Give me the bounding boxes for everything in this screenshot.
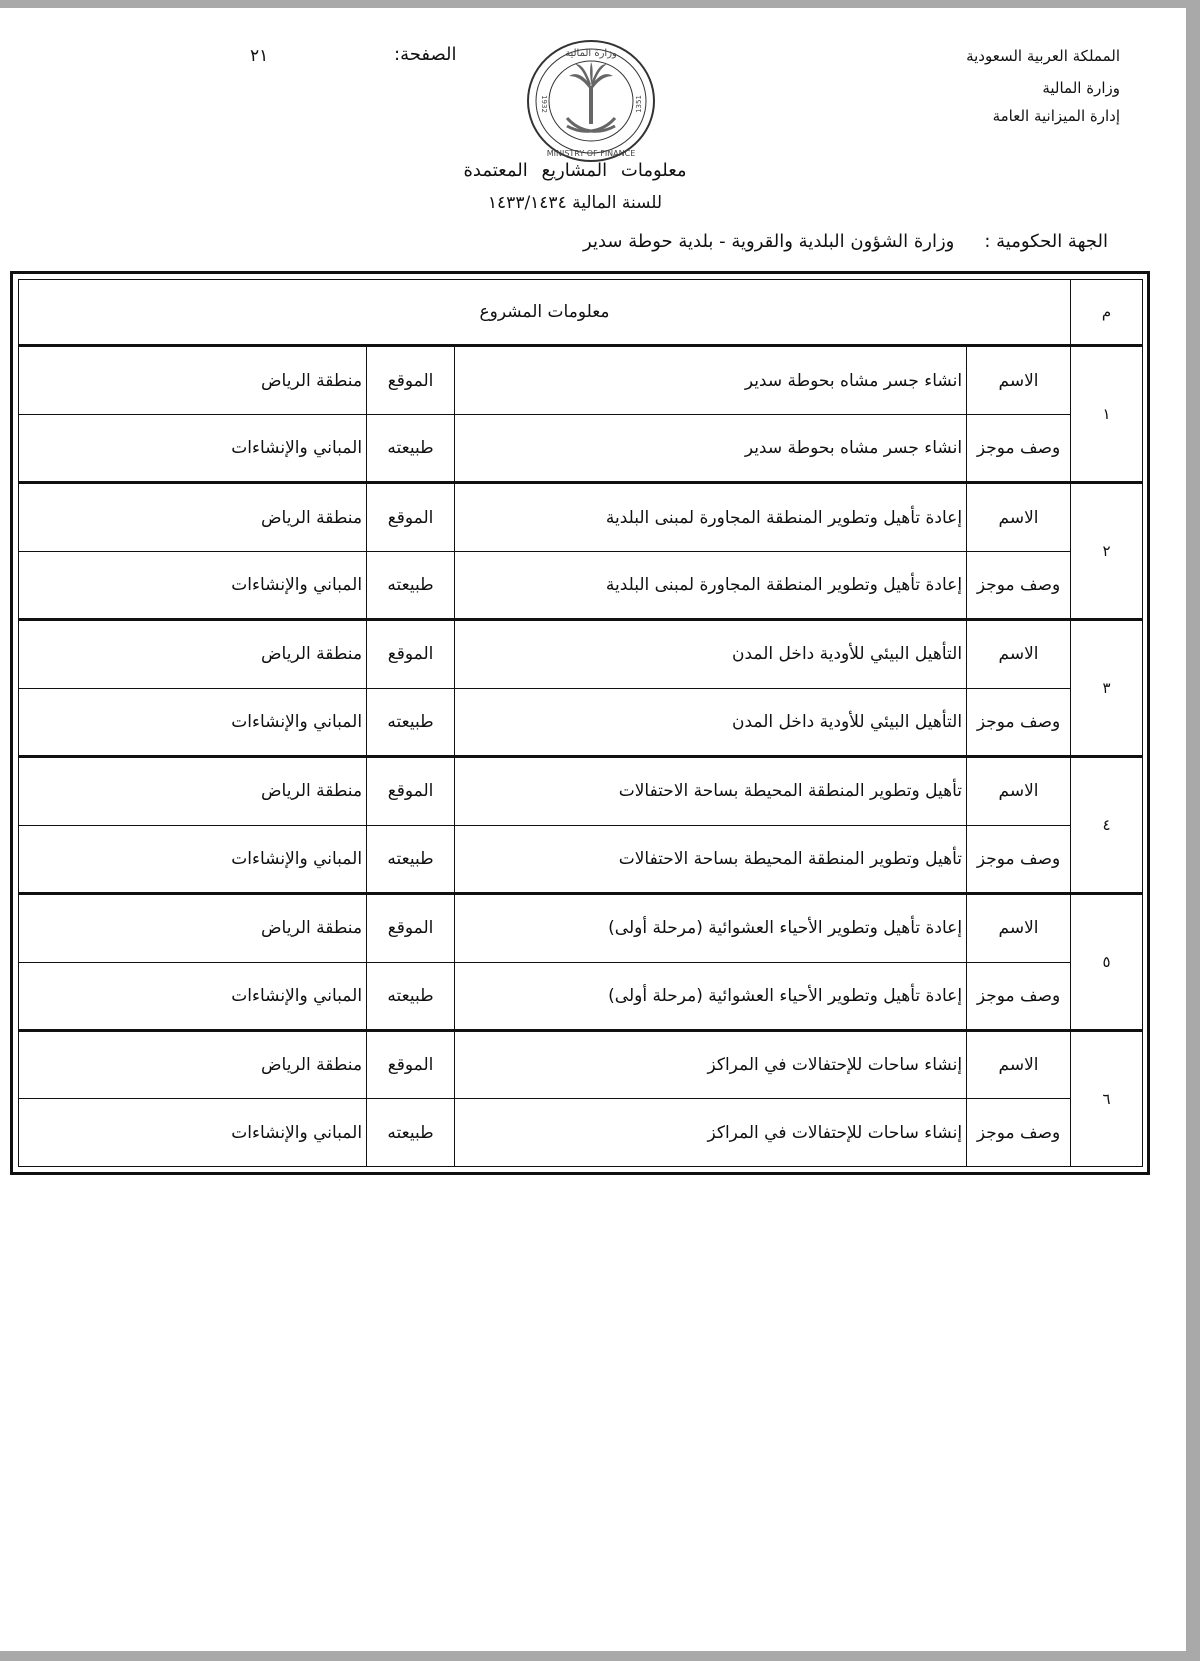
project-nature: المباني والإنشاءات	[19, 962, 367, 1030]
seal-english-text: MINISTRY OF FINANCE	[546, 149, 636, 158]
project-nature: المباني والإنشاءات	[19, 414, 367, 482]
project-name: تأهيل وتطوير المنطقة المحيطة بساحة الاحتفالات	[455, 757, 967, 825]
seal-year-right: 1351	[635, 95, 643, 113]
project-location: منطقة الرياض	[19, 894, 367, 962]
entity-label: الجهة الحكومية :	[984, 231, 1108, 252]
kingdom-name: المملكة العربية السعودية	[966, 47, 1120, 65]
nature-label: طبيعته	[367, 825, 455, 893]
project-description: إنشاء ساحات للإحتفالات في المراكز	[455, 1099, 967, 1167]
nature-label: طبيعته	[367, 551, 455, 619]
issuer-block	[820, 42, 1120, 130]
name-label: الاسم	[967, 1030, 1071, 1098]
description-label: وصف موجز	[967, 414, 1071, 482]
project-location: منطقة الرياض	[19, 620, 367, 688]
table-row	[19, 414, 1143, 482]
project-name: التأهيل البيئي للأودية داخل المدن	[455, 620, 967, 688]
project-location: منطقة الرياض	[19, 757, 367, 825]
name-label: الاسم	[967, 346, 1071, 414]
name-label: الاسم	[967, 483, 1071, 551]
description-label: وصف موجز	[967, 551, 1071, 619]
project-name: انشاء جسر مشاه بحوطة سدير	[455, 346, 967, 414]
table-row	[19, 620, 1143, 688]
project-description: التأهيل البيئي للأودية داخل المدن	[455, 688, 967, 756]
project-number: ١	[1071, 346, 1143, 483]
page-label: الصفحة:	[394, 44, 457, 65]
project-name: إنشاء ساحات للإحتفالات في المراكز	[455, 1030, 967, 1098]
project-nature: المباني والإنشاءات	[19, 688, 367, 756]
description-label: وصف موجز	[967, 825, 1071, 893]
name-label: الاسم	[967, 620, 1071, 688]
projects-table	[18, 279, 1143, 1167]
project-number: ٤	[1071, 757, 1143, 894]
seal-year-left: 1932	[540, 95, 548, 113]
table-row	[19, 1099, 1143, 1167]
project-nature: المباني والإنشاءات	[19, 825, 367, 893]
table-row	[19, 483, 1143, 551]
location-label: الموقع	[367, 346, 455, 414]
location-label: الموقع	[367, 894, 455, 962]
ministry-seal-logo	[525, 38, 657, 164]
table-row	[19, 346, 1143, 414]
project-description: انشاء جسر مشاه بحوطة سدير	[455, 414, 967, 482]
location-label: الموقع	[367, 757, 455, 825]
description-label: وصف موجز	[967, 1099, 1071, 1167]
description-label: وصف موجز	[967, 688, 1071, 756]
nature-label: طبيعته	[367, 1099, 455, 1167]
nature-label: طبيعته	[367, 414, 455, 482]
location-label: الموقع	[367, 620, 455, 688]
entity-value: وزارة الشؤون البلدية والقروية - بلدية حوطة سدير	[583, 231, 955, 252]
project-number: ٥	[1071, 894, 1143, 1031]
project-number: ٢	[1071, 483, 1143, 620]
project-description: إعادة تأهيل وتطوير الأحياء العشوائية (مرحلة أولى)	[455, 962, 967, 1030]
description-label: وصف موجز	[967, 962, 1071, 1030]
projects-table-frame	[10, 271, 1150, 1175]
project-number: ٦	[1071, 1030, 1143, 1166]
page-number: ٢١	[250, 46, 269, 66]
department-name: إدارة الميزانية العامة	[992, 107, 1120, 125]
table-row	[19, 894, 1143, 962]
project-name: إعادة تأهيل وتطوير المنطقة المجاورة لمبنى البلدية	[455, 483, 967, 551]
project-number: ٣	[1071, 620, 1143, 757]
ministry-name: وزارة المالية	[1042, 79, 1120, 97]
project-description: إعادة تأهيل وتطوير المنطقة المجاورة لمبنى البلدية	[455, 551, 967, 619]
col-number-header: م	[1071, 280, 1143, 346]
table-row	[19, 688, 1143, 756]
table-row	[19, 1030, 1143, 1098]
table-row	[19, 962, 1143, 1030]
table-header-row	[19, 280, 1143, 346]
document-title: معلومات المشاريع المعتمدة	[463, 160, 687, 181]
nature-label: طبيعته	[367, 962, 455, 1030]
nature-label: طبيعته	[367, 688, 455, 756]
fiscal-year: للسنة المالية ١٤٣٣/١٤٣٤	[487, 193, 663, 213]
project-name: إعادة تأهيل وتطوير الأحياء العشوائية (مرحلة أولى)	[455, 894, 967, 962]
table-row	[19, 825, 1143, 893]
table-row	[19, 757, 1143, 825]
col-project-info-header: معلومات المشروع	[19, 280, 1071, 346]
document-page	[0, 8, 1186, 1651]
project-location: منطقة الرياض	[19, 346, 367, 414]
location-label: الموقع	[367, 1030, 455, 1098]
project-location: منطقة الرياض	[19, 1030, 367, 1098]
seal-arabic-text: وزارة المالية	[565, 48, 617, 59]
project-nature: المباني والإنشاءات	[19, 551, 367, 619]
name-label: الاسم	[967, 757, 1071, 825]
project-location: منطقة الرياض	[19, 483, 367, 551]
table-row	[19, 551, 1143, 619]
location-label: الموقع	[367, 483, 455, 551]
government-entity	[583, 231, 1108, 252]
project-nature: المباني والإنشاءات	[19, 1099, 367, 1167]
name-label: الاسم	[967, 894, 1071, 962]
project-description: تأهيل وتطوير المنطقة المحيطة بساحة الاحتفالات	[455, 825, 967, 893]
